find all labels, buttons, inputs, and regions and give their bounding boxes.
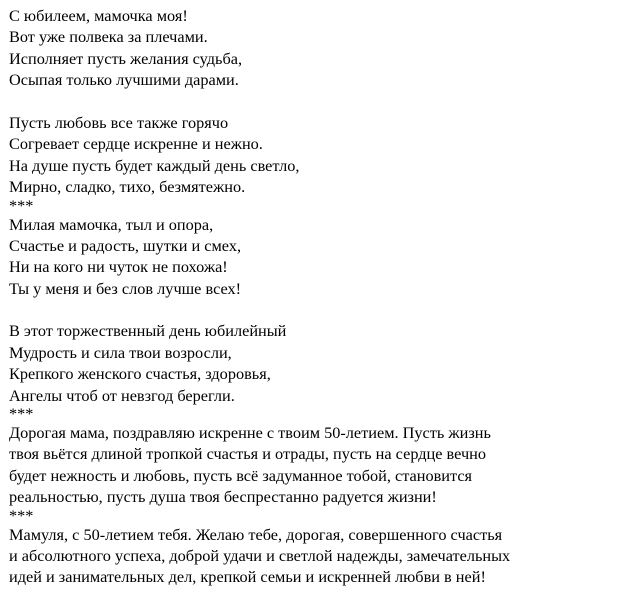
poem-line: Крепкого женского счастья, здоровья, (9, 364, 271, 384)
poem-line: Мудрость и сила твои возросли, (9, 342, 232, 362)
poem-2 (9, 112, 614, 198)
poem-line: Согревает сердце искренне и нежно. (9, 134, 263, 154)
greetings-document (9, 5, 614, 588)
poem-line: Счастье и радость, шутки и смех, (9, 235, 242, 255)
prose-line: реальностью, пусть душа твоя беспрестанно радуется жизни! (9, 487, 437, 507)
prose-line: твоя вьётся длиной тропкой счастья и отрады, пусть на сердце вечно (9, 444, 487, 464)
poem-line: Ни на кого ни чуток не похожа! (9, 257, 228, 277)
poem-line: Исполняет пусть желания судьба, (9, 48, 243, 68)
poem-line: Мирно, сладко, тихо, безмятежно. (9, 177, 246, 197)
poem-line: Вот уже полвека за плечами. (9, 27, 208, 47)
poem-1 (9, 5, 614, 91)
prose-line: будет нежность и любовь, пусть всё задуманное тобой, становится (9, 465, 473, 485)
prose-line: идей и занимательных дел, крепкой семьи и искренней любви в ней! (9, 567, 486, 587)
prose-greeting-1 (9, 422, 614, 508)
poem-line: Осыпая только лучшими дарами. (9, 70, 239, 90)
poem-line: Пусть любовь все также горячо (9, 112, 229, 132)
poem-line: В этот торжественный день юбилейный (9, 321, 287, 341)
poem-4 (9, 320, 614, 406)
poem-line: На душе пусть будет каждый день светло, (9, 155, 300, 175)
poem-line: Милая мамочка, тыл и опора, (9, 214, 214, 234)
prose-line: и абсолютного успеха, доброй удачи и светлой надежды, замечательных (9, 545, 511, 565)
blank-line (9, 91, 614, 112)
poem-3 (9, 214, 614, 300)
prose-greeting-2 (9, 524, 614, 588)
poem-line: С юбилеем, мамочка моя! (9, 6, 188, 25)
separator-stars: *** (9, 195, 34, 215)
poem-line: Ангелы чтоб от невзгод берегли. (9, 385, 235, 405)
prose-line: Мамуля, с 50-летием тебя. Желаю тебе, дорогая, совершенного счастья (9, 524, 503, 544)
prose-line: Дорогая мама, поздравляю искренне с твоим 50-летием. Пусть жизнь (9, 423, 491, 443)
blank-line (9, 299, 614, 320)
poem-line: Ты у меня и без слов лучше всех! (9, 278, 242, 298)
separator-stars: *** (9, 404, 34, 424)
separator-stars: *** (9, 505, 34, 525)
